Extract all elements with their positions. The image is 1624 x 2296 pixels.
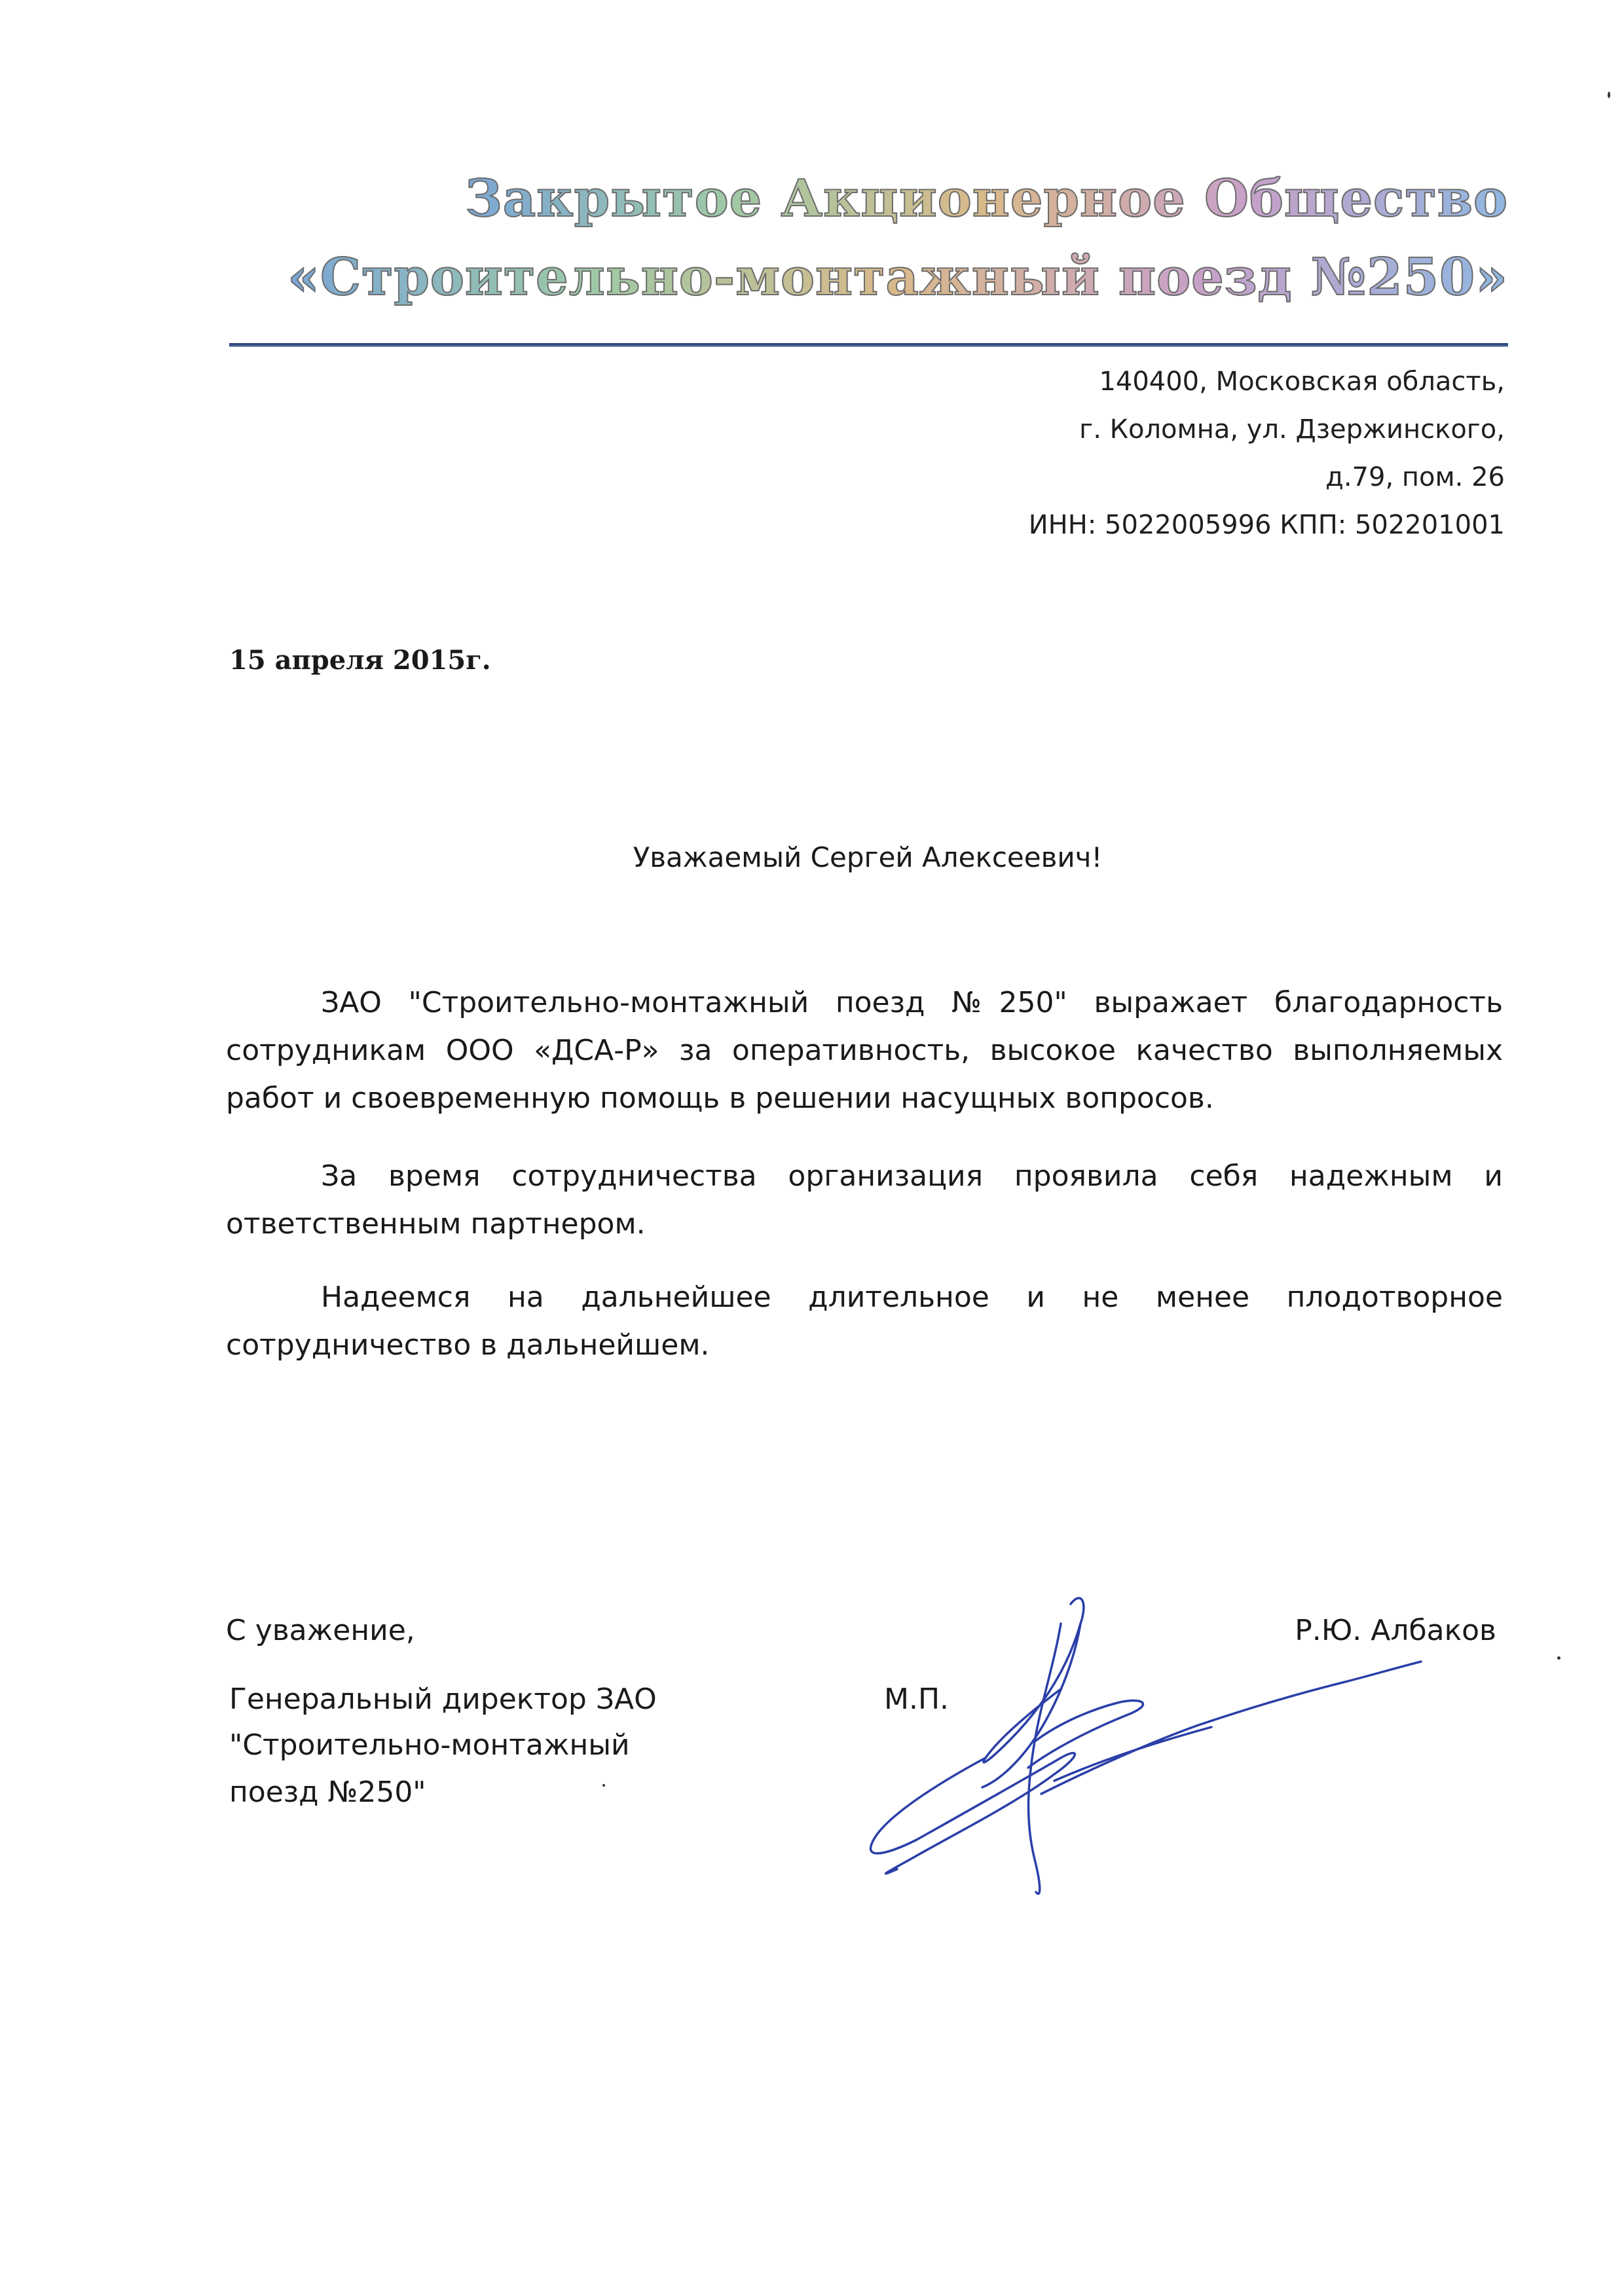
signatory-title-line-3: поезд №250" [229, 1776, 426, 1809]
scan-speck [602, 1784, 605, 1787]
letterhead-divider [229, 343, 1508, 347]
address-line-1: 140400, Московская область, [1099, 367, 1505, 397]
letter-date: 15 апреля 2015г. [229, 645, 491, 676]
company-name-line2: «Строительно-монтажный поезд №250» [287, 247, 1508, 307]
handwritten-signature [845, 1584, 1428, 1925]
scan-speck [1608, 92, 1610, 98]
body-paragraph-3: Надеемся на дальнейшее длительное и не менее плодотворное сотрудничество в дальнейшем. [226, 1281, 1503, 1362]
body-paragraph-2: За время сотрудничества организация проявила себя надежным и ответственным партнером. [226, 1159, 1503, 1241]
address-line-2: г. Коломна, ул. Дзержинского, [1079, 414, 1505, 445]
body-paragraph-1: ЗАО "Строительно-монтажный поезд №250" выражает благодарность сотрудникам ООО «ДСА-Р» за оперативность, высокое качество выполняемых работ и своевременную помощь в решении насущных вопросов. [226, 986, 1503, 1115]
closing-regards: С уважение, [226, 1614, 415, 1647]
greeting: Уважаемый Сергей Алексеевич! [633, 841, 1103, 873]
company-name-line1: Закрытое Акционерное Общество [465, 169, 1508, 228]
signatory-title-line-1: Генеральный директор ЗАО [229, 1683, 657, 1716]
signatory-title-line-2: "Строительно-монтажный [229, 1728, 630, 1762]
signatory-name: Р.Ю. Албаков [1295, 1614, 1496, 1647]
scan-speck [1557, 1656, 1560, 1660]
tax-ids: ИНН: 5022005996 КПП: 502201001 [1028, 510, 1505, 540]
stamp-place-label: М.П. [884, 1683, 950, 1716]
address-line-3: д.79, пом. 26 [1325, 462, 1505, 492]
